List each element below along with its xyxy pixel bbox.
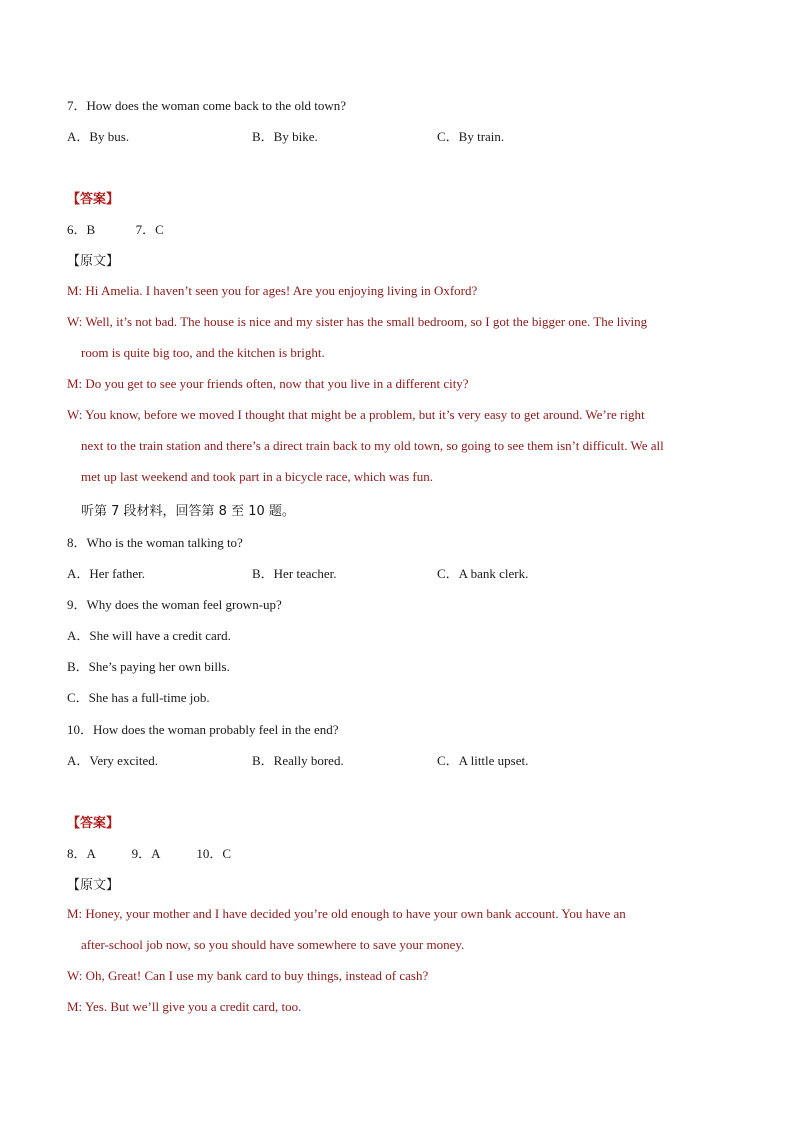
q7-option-a: A．By bus. xyxy=(67,129,130,144)
q8-option-b: B．Her teacher. xyxy=(252,566,337,581)
question-9: 9．Why does the woman feel grown-up? xyxy=(67,597,282,612)
q8-option-a: A．Her father. xyxy=(67,566,145,581)
transcript-1-line-7: met up last weekend and took part in a bicycle race, which was fun. xyxy=(81,469,433,484)
transcript-1-line-4: M: Do you get to see your friends often, now that you live in a different city? xyxy=(67,376,469,391)
answer-9: 9．A xyxy=(131,846,160,861)
q10-option-c: C．A little upset. xyxy=(437,753,529,768)
transcript-1-line-2: W: Well, it’s not bad. The house is nice and my sister has the small bedroom, so I got the bigger one. The living xyxy=(67,314,648,329)
answer-8: 8．A xyxy=(67,846,96,861)
answer-tag-1: 【答案】 xyxy=(67,192,120,207)
transcript-tag-2: 【原文】 xyxy=(67,878,120,893)
transcript-1-line-3: room is quite big too, and the kitchen is bright. xyxy=(81,345,325,360)
answer-10: 10．C xyxy=(196,846,232,861)
q10-option-b: B．Really bored. xyxy=(252,753,344,768)
q9-option-b: B．She’s paying her own bills. xyxy=(67,659,230,674)
q7-option-c: C．By train. xyxy=(437,129,505,144)
answer-7: 7．C xyxy=(135,222,164,237)
answers-1 xyxy=(67,219,164,238)
question-8: 8．Who is the woman talking to? xyxy=(67,535,243,550)
transcript-2-line-2: after-school job now, so you should have somewhere to save your money. xyxy=(81,937,465,952)
q10-option-a: A．Very excited. xyxy=(67,753,158,768)
transcript-2-line-1: M: Honey, your mother and I have decided you’re old enough to have your own bank account. You have an xyxy=(67,906,626,921)
answers-2 xyxy=(67,843,231,862)
q8-option-c: C．A bank clerk. xyxy=(437,566,529,581)
transcript-1-line-5: W: You know, before we moved I thought that might be a problem, but it’s very easy to get around. We’re right xyxy=(67,407,645,422)
section-instruction: 听第 7 段材料，回答第 8 至 10 题。 xyxy=(81,504,295,519)
transcript-1-line-6: next to the train station and there’s a direct train back to my old town, so going to see them isn’t difficult. We all xyxy=(81,438,664,453)
transcript-1-line-1: M: Hi Amelia. I haven’t seen you for ages! Are you enjoying living in Oxford? xyxy=(67,283,478,298)
q9-option-c: C．She has a full-time job. xyxy=(67,690,210,705)
transcript-tag-1: 【原文】 xyxy=(67,254,120,269)
answer-6: 6．B xyxy=(67,222,96,237)
question-7: 7．How does the woman come back to the old town? xyxy=(67,98,347,113)
answer-tag-2: 【答案】 xyxy=(67,816,120,831)
transcript-2-line-4: M: Yes. But we’ll give you a credit card, too. xyxy=(67,999,302,1014)
transcript-2-line-3: W: Oh, Great! Can I use my bank card to buy things, instead of cash? xyxy=(67,968,429,983)
question-10: 10．How does the woman probably feel in the end? xyxy=(67,722,339,737)
q9-option-a: A．She will have a credit card. xyxy=(67,628,231,643)
q7-option-b: B．By bike. xyxy=(252,129,318,144)
